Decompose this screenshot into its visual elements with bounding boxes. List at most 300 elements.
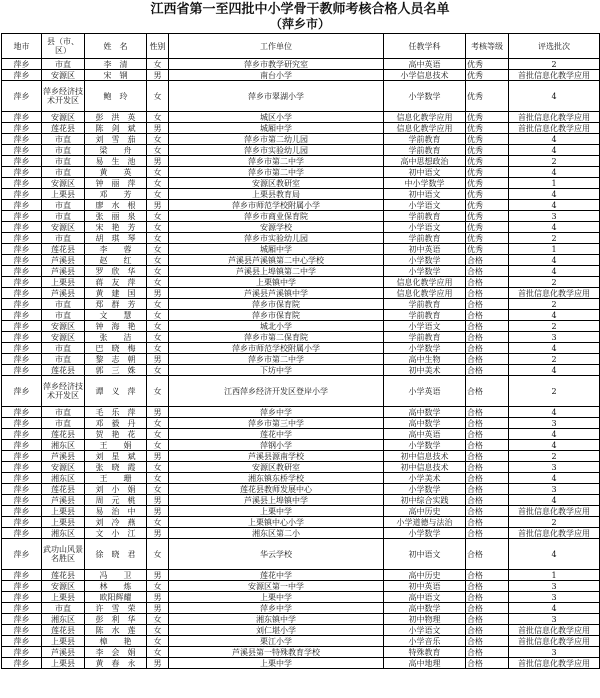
cell-grade: 合格 bbox=[466, 658, 509, 669]
table-row bbox=[2, 134, 600, 145]
cell-city: 萍乡 bbox=[2, 299, 42, 310]
cell-county: 安源区 bbox=[42, 178, 85, 189]
cell-name: 邓 芳 bbox=[85, 189, 147, 200]
cell-batch: 首批信息化教学应用 bbox=[509, 288, 600, 299]
cell-subject: 初中美术 bbox=[384, 365, 466, 376]
cell-batch: 4 bbox=[509, 429, 600, 440]
cell-name: 黄 建 国 bbox=[85, 288, 147, 299]
cell-gender: 女 bbox=[147, 222, 169, 233]
cell-county: 芦溪县 bbox=[42, 647, 85, 658]
cell-subject: 高中数学 bbox=[384, 603, 466, 614]
cell-subject: 高中生物 bbox=[384, 354, 466, 365]
table-row bbox=[2, 343, 600, 354]
cell-subject: 高中地理 bbox=[384, 658, 466, 669]
cell-workplace: 萍乡市第二中学 bbox=[169, 167, 384, 178]
cell-grade: 合格 bbox=[466, 332, 509, 343]
cell-workplace: 芦溪县芦溪镇第二中心学校 bbox=[169, 255, 384, 266]
cell-grade: 合格 bbox=[466, 636, 509, 647]
header-col-county: 县（市、区） bbox=[42, 34, 85, 59]
cell-county: 上栗县 bbox=[42, 517, 85, 528]
cell-name: 周 元 桃 bbox=[85, 495, 147, 506]
cell-workplace: 萍乡中学 bbox=[169, 603, 384, 614]
cell-batch: 4 bbox=[509, 473, 600, 484]
cell-batch: 2 bbox=[509, 451, 600, 462]
cell-grade: 合格 bbox=[466, 614, 509, 625]
cell-gender: 男 bbox=[147, 451, 169, 462]
cell-city: 萍乡 bbox=[2, 407, 42, 418]
table-row bbox=[2, 145, 600, 156]
cell-city: 萍乡 bbox=[2, 462, 42, 473]
cell-city: 萍乡 bbox=[2, 376, 42, 407]
cell-batch: 2 bbox=[509, 156, 600, 167]
cell-subject: 小学音乐 bbox=[384, 636, 466, 647]
cell-county: 市直 bbox=[42, 59, 85, 70]
document-title: 江西省第一至四批中小学骨干教师考核合格人员名单 bbox=[150, 2, 450, 17]
cell-name: 黄 春 永 bbox=[85, 658, 147, 669]
cell-batch: 4 bbox=[509, 266, 600, 277]
cell-workplace: 萍乡市第二中学 bbox=[169, 354, 384, 365]
cell-gender: 女 bbox=[147, 473, 169, 484]
cell-grade: 合格 bbox=[466, 255, 509, 266]
header-col-city: 地市 bbox=[2, 34, 42, 59]
cell-workplace: 上栗镇中学 bbox=[169, 277, 384, 288]
table-row bbox=[2, 200, 600, 211]
cell-name: 陈 剑 斌 bbox=[85, 123, 147, 134]
cell-gender: 女 bbox=[147, 614, 169, 625]
cell-subject: 初中英语 bbox=[384, 581, 466, 592]
cell-grade: 优秀 bbox=[466, 112, 509, 123]
cell-batch: 2 bbox=[509, 321, 600, 332]
cell-workplace: 芦溪县上埠镇第二中学 bbox=[169, 266, 384, 277]
cell-name: 邓 毅 丹 bbox=[85, 418, 147, 429]
cell-workplace: 萍乡中学 bbox=[169, 407, 384, 418]
cell-batch: 2 bbox=[509, 354, 600, 365]
cell-batch: 3 bbox=[509, 581, 600, 592]
cell-subject: 高中语文 bbox=[384, 592, 466, 603]
cell-subject: 学前教育 bbox=[384, 134, 466, 145]
cell-grade: 合格 bbox=[466, 407, 509, 418]
table-row bbox=[2, 266, 600, 277]
cell-county: 芦溪县 bbox=[42, 495, 85, 506]
cell-batch: 4 bbox=[509, 255, 600, 266]
cell-gender: 男 bbox=[147, 70, 169, 81]
cell-grade: 合格 bbox=[466, 321, 509, 332]
cell-county: 市直 bbox=[42, 145, 85, 156]
cell-city: 萍乡 bbox=[2, 603, 42, 614]
cell-county: 萍乡经济技术开发区 bbox=[42, 81, 85, 112]
cell-gender: 女 bbox=[147, 266, 169, 277]
cell-city: 萍乡 bbox=[2, 156, 42, 167]
cell-subject: 小学美术 bbox=[384, 473, 466, 484]
cell-subject: 信息化教学应用 bbox=[384, 112, 466, 123]
cell-name: 张 晓 霞 bbox=[85, 462, 147, 473]
cell-gender: 女 bbox=[147, 321, 169, 332]
cell-subject: 小学数学 bbox=[384, 266, 466, 277]
cell-batch: 4 bbox=[509, 603, 600, 614]
cell-city: 萍乡 bbox=[2, 473, 42, 484]
cell-grade: 合格 bbox=[466, 506, 509, 517]
cell-gender: 男 bbox=[147, 658, 169, 669]
document-subtitle: （萍乡市） bbox=[269, 17, 330, 31]
roster-table bbox=[1, 33, 600, 669]
cell-gender: 女 bbox=[147, 134, 169, 145]
cell-name: 黄 英 bbox=[85, 167, 147, 178]
table-row bbox=[2, 473, 600, 484]
cell-name: 樟 艳 bbox=[85, 636, 147, 647]
cell-city: 萍乡 bbox=[2, 343, 42, 354]
cell-workplace: 下坊中学 bbox=[169, 365, 384, 376]
cell-city: 萍乡 bbox=[2, 539, 42, 570]
cell-grade: 优秀 bbox=[466, 123, 509, 134]
cell-city: 萍乡 bbox=[2, 134, 42, 145]
cell-grade: 合格 bbox=[466, 451, 509, 462]
cell-workplace: 莲花县教师发展中心 bbox=[169, 484, 384, 495]
cell-grade: 优秀 bbox=[466, 59, 509, 70]
cell-grade: 优秀 bbox=[466, 81, 509, 112]
cell-subject: 学前教育 bbox=[384, 332, 466, 343]
cell-county: 安源区 bbox=[42, 70, 85, 81]
cell-county: 安源区 bbox=[42, 581, 85, 592]
cell-batch: 4 bbox=[509, 310, 600, 321]
cell-workplace: 芦溪县第一特殊教育学校 bbox=[169, 647, 384, 658]
cell-city: 萍乡 bbox=[2, 528, 42, 539]
cell-workplace: 湘东镇东桥学校 bbox=[169, 473, 384, 484]
cell-batch: 4 bbox=[509, 81, 600, 112]
cell-workplace: 城区小学 bbox=[169, 112, 384, 123]
cell-city: 萍乡 bbox=[2, 145, 42, 156]
cell-gender: 男 bbox=[147, 354, 169, 365]
cell-batch: 4 bbox=[509, 189, 600, 200]
cell-name: 李 会 娟 bbox=[85, 647, 147, 658]
cell-batch: 首批信息化教学应用 bbox=[509, 506, 600, 517]
cell-batch: 首批信息化教学应用 bbox=[509, 658, 600, 669]
cell-gender: 女 bbox=[147, 581, 169, 592]
table-row bbox=[2, 614, 600, 625]
cell-gender: 女 bbox=[147, 647, 169, 658]
cell-subject: 初中语文 bbox=[384, 167, 466, 178]
cell-city: 萍乡 bbox=[2, 211, 42, 222]
cell-grade: 合格 bbox=[466, 528, 509, 539]
table-row bbox=[2, 244, 600, 255]
cell-subject: 特殊教育 bbox=[384, 647, 466, 658]
cell-workplace: 南台小学 bbox=[169, 70, 384, 81]
cell-grade: 合格 bbox=[466, 539, 509, 570]
cell-batch: 2 bbox=[509, 299, 600, 310]
header-col-name: 姓 名 bbox=[85, 34, 147, 59]
cell-county: 市直 bbox=[42, 134, 85, 145]
cell-subject: 高中历史 bbox=[384, 570, 466, 581]
cell-grade: 合格 bbox=[466, 266, 509, 277]
cell-subject: 小学道德与法治 bbox=[384, 517, 466, 528]
cell-county: 萍乡经济技术开发区 bbox=[42, 376, 85, 407]
cell-batch: 首批信息化教学应用 bbox=[509, 123, 600, 134]
cell-gender: 女 bbox=[147, 636, 169, 647]
table-row bbox=[2, 70, 600, 81]
cell-grade: 合格 bbox=[466, 440, 509, 451]
cell-gender: 女 bbox=[147, 365, 169, 376]
cell-name: 彭 利 华 bbox=[85, 614, 147, 625]
cell-grade: 合格 bbox=[466, 462, 509, 473]
cell-gender: 女 bbox=[147, 539, 169, 570]
cell-city: 萍乡 bbox=[2, 332, 42, 343]
cell-workplace: 刘仁堪小学 bbox=[169, 625, 384, 636]
cell-county: 上栗县 bbox=[42, 592, 85, 603]
cell-batch: 4 bbox=[509, 539, 600, 570]
cell-city: 萍乡 bbox=[2, 123, 42, 134]
table-row bbox=[2, 625, 600, 636]
cell-batch: 1 bbox=[509, 178, 600, 189]
cell-county: 湘东区 bbox=[42, 528, 85, 539]
cell-name: 黎 志 朝 bbox=[85, 354, 147, 365]
cell-batch: 3 bbox=[509, 332, 600, 343]
cell-workplace: 萍乡市保育院 bbox=[169, 310, 384, 321]
table-row bbox=[2, 310, 600, 321]
cell-county: 武功山风景名胜区 bbox=[42, 539, 85, 570]
cell-workplace: 湘东镇中学 bbox=[169, 614, 384, 625]
cell-workplace: 安源区教研室 bbox=[169, 178, 384, 189]
cell-workplace: 萍乡市第二中学 bbox=[169, 156, 384, 167]
table-row bbox=[2, 332, 600, 343]
cell-gender: 女 bbox=[147, 81, 169, 112]
cell-gender: 女 bbox=[147, 167, 169, 178]
cell-batch: 4 bbox=[509, 200, 600, 211]
cell-county: 莲花县 bbox=[42, 570, 85, 581]
cell-gender: 男 bbox=[147, 200, 169, 211]
cell-name: 鲍 玲 bbox=[85, 81, 147, 112]
cell-city: 萍乡 bbox=[2, 625, 42, 636]
cell-county: 市直 bbox=[42, 354, 85, 365]
cell-batch: 首批信息化教学应用 bbox=[509, 112, 600, 123]
cell-grade: 合格 bbox=[466, 365, 509, 376]
cell-county: 莲花县 bbox=[42, 365, 85, 376]
table-row bbox=[2, 592, 600, 603]
cell-workplace: 萍乡市翠湖小学 bbox=[169, 81, 384, 112]
cell-grade: 优秀 bbox=[466, 200, 509, 211]
cell-subject: 小学语文 bbox=[384, 222, 466, 233]
cell-name: 蒋 友 萍 bbox=[85, 277, 147, 288]
cell-city: 萍乡 bbox=[2, 222, 42, 233]
cell-county: 市直 bbox=[42, 310, 85, 321]
cell-name: 文 慧 bbox=[85, 310, 147, 321]
cell-name: 刘 雪 茄 bbox=[85, 134, 147, 145]
cell-gender: 男 bbox=[147, 495, 169, 506]
cell-gender: 女 bbox=[147, 112, 169, 123]
cell-grade: 优秀 bbox=[466, 167, 509, 178]
cell-county: 市直 bbox=[42, 211, 85, 222]
cell-city: 萍乡 bbox=[2, 517, 42, 528]
cell-name: 赵 红 bbox=[85, 255, 147, 266]
cell-city: 萍乡 bbox=[2, 277, 42, 288]
cell-grade: 合格 bbox=[466, 277, 509, 288]
cell-gender: 女 bbox=[147, 484, 169, 495]
table-row bbox=[2, 222, 600, 233]
table-row bbox=[2, 603, 600, 614]
cell-county: 市直 bbox=[42, 233, 85, 244]
cell-city: 萍乡 bbox=[2, 167, 42, 178]
cell-name: 梁 舟 bbox=[85, 145, 147, 156]
cell-workplace: 江西萍乡经济开发区登岸小学 bbox=[169, 376, 384, 407]
cell-workplace: 城北小学 bbox=[169, 321, 384, 332]
cell-grade: 合格 bbox=[466, 429, 509, 440]
cell-batch: 首批信息化教学应用 bbox=[509, 625, 600, 636]
cell-name: 廖 水 根 bbox=[85, 200, 147, 211]
cell-subject: 小学数学 bbox=[384, 484, 466, 495]
cell-name: 贺 艳 花 bbox=[85, 429, 147, 440]
table-row bbox=[2, 451, 600, 462]
table-row bbox=[2, 506, 600, 517]
cell-workplace: 萍乡市第二幼儿园 bbox=[169, 134, 384, 145]
cell-workplace: 上栗县教育局 bbox=[169, 189, 384, 200]
table-row bbox=[2, 123, 600, 134]
cell-name: 张 丽 泉 bbox=[85, 211, 147, 222]
cell-grade: 优秀 bbox=[466, 145, 509, 156]
cell-city: 萍乡 bbox=[2, 233, 42, 244]
cell-name: 胡 琪 琴 bbox=[85, 233, 147, 244]
cell-subject: 初中语文 bbox=[384, 189, 466, 200]
cell-city: 萍乡 bbox=[2, 658, 42, 669]
table-row bbox=[2, 658, 600, 669]
cell-city: 萍乡 bbox=[2, 418, 42, 429]
cell-workplace: 城厢中学 bbox=[169, 123, 384, 134]
cell-city: 萍乡 bbox=[2, 288, 42, 299]
cell-gender: 女 bbox=[147, 418, 169, 429]
cell-grade: 合格 bbox=[466, 625, 509, 636]
cell-grade: 合格 bbox=[466, 581, 509, 592]
cell-subject: 高中数学 bbox=[384, 418, 466, 429]
table-row bbox=[2, 581, 600, 592]
cell-county: 莲花县 bbox=[42, 123, 85, 134]
table-row bbox=[2, 528, 600, 539]
table-row bbox=[2, 299, 600, 310]
cell-county: 芦溪县 bbox=[42, 288, 85, 299]
cell-subject: 初中综合实践 bbox=[384, 495, 466, 506]
cell-name: 刘 冷 燕 bbox=[85, 517, 147, 528]
cell-subject: 信息化教学应用 bbox=[384, 277, 466, 288]
cell-workplace: 栗江小学 bbox=[169, 636, 384, 647]
cell-gender: 男 bbox=[147, 407, 169, 418]
cell-gender: 男 bbox=[147, 506, 169, 517]
cell-county: 芦溪县 bbox=[42, 266, 85, 277]
cell-grade: 优秀 bbox=[466, 178, 509, 189]
cell-city: 萍乡 bbox=[2, 647, 42, 658]
cell-city: 萍乡 bbox=[2, 200, 42, 211]
cell-gender: 男 bbox=[147, 603, 169, 614]
cell-workplace: 芦溪县上埠镇中学 bbox=[169, 495, 384, 506]
cell-subject: 高中数学 bbox=[384, 407, 466, 418]
cell-gender: 女 bbox=[147, 625, 169, 636]
table-row bbox=[2, 539, 600, 570]
cell-workplace: 萍乡市保育院 bbox=[169, 299, 384, 310]
cell-gender: 女 bbox=[147, 299, 169, 310]
cell-workplace: 安源区教研室 bbox=[169, 462, 384, 473]
table-row bbox=[2, 81, 600, 112]
table-row bbox=[2, 233, 600, 244]
cell-grade: 合格 bbox=[466, 603, 509, 614]
cell-county: 安源区 bbox=[42, 321, 85, 332]
cell-subject: 高中思想政治 bbox=[384, 156, 466, 167]
cell-name: 宋 钢 bbox=[85, 70, 147, 81]
table-row bbox=[2, 354, 600, 365]
cell-gender: 女 bbox=[147, 462, 169, 473]
table-row bbox=[2, 440, 600, 451]
table-row bbox=[2, 167, 600, 178]
cell-name: 李 蓉 bbox=[85, 244, 147, 255]
cell-workplace: 莲花中学 bbox=[169, 570, 384, 581]
cell-subject: 小学数学 bbox=[384, 343, 466, 354]
cell-gender: 女 bbox=[147, 376, 169, 407]
cell-county: 上栗县 bbox=[42, 658, 85, 669]
cell-county: 上栗县 bbox=[42, 189, 85, 200]
cell-workplace: 芦溪县芦溪镇中学 bbox=[169, 288, 384, 299]
cell-city: 萍乡 bbox=[2, 506, 42, 517]
cell-subject: 小学英语 bbox=[384, 376, 466, 407]
cell-grade: 优秀 bbox=[466, 211, 509, 222]
cell-name: 徐 晓 君 bbox=[85, 539, 147, 570]
cell-subject: 小学语文 bbox=[384, 625, 466, 636]
cell-county: 市直 bbox=[42, 299, 85, 310]
cell-gender: 女 bbox=[147, 429, 169, 440]
cell-gender: 女 bbox=[147, 440, 169, 451]
cell-city: 萍乡 bbox=[2, 255, 42, 266]
cell-county: 市直 bbox=[42, 603, 85, 614]
table-header-row bbox=[2, 34, 600, 59]
cell-name: 陈 水 莲 bbox=[85, 625, 147, 636]
cell-name: 李 清 bbox=[85, 59, 147, 70]
cell-workplace: 萍乡市教学研究室 bbox=[169, 59, 384, 70]
cell-workplace: 萍乡市商业保育院 bbox=[169, 211, 384, 222]
cell-city: 萍乡 bbox=[2, 354, 42, 365]
cell-workplace: 安源区第一中学 bbox=[169, 581, 384, 592]
cell-city: 萍乡 bbox=[2, 570, 42, 581]
cell-county: 上栗县 bbox=[42, 636, 85, 647]
cell-batch: 4 bbox=[509, 222, 600, 233]
cell-subject: 高中英语 bbox=[384, 59, 466, 70]
cell-name: 张 洁 bbox=[85, 332, 147, 343]
header-col-subject: 任教学科 bbox=[384, 34, 466, 59]
cell-city: 萍乡 bbox=[2, 59, 42, 70]
cell-county: 上栗县 bbox=[42, 277, 85, 288]
header-col-workplace: 工作单位 bbox=[169, 34, 384, 59]
cell-county: 市直 bbox=[42, 343, 85, 354]
cell-gender: 女 bbox=[147, 277, 169, 288]
cell-batch: 首批信息化教学应用 bbox=[509, 636, 600, 647]
cell-city: 萍乡 bbox=[2, 310, 42, 321]
cell-batch: 2 bbox=[509, 376, 600, 407]
cell-batch: 2 bbox=[509, 277, 600, 288]
header-col-gender: 性别 bbox=[147, 34, 169, 59]
cell-grade: 优秀 bbox=[466, 244, 509, 255]
cell-subject: 学前教育 bbox=[384, 211, 466, 222]
cell-gender: 女 bbox=[147, 332, 169, 343]
cell-batch: 3 bbox=[509, 484, 600, 495]
cell-grade: 合格 bbox=[466, 288, 509, 299]
cell-batch: 4 bbox=[509, 343, 600, 354]
cell-workplace: 萍乡市实验幼儿园 bbox=[169, 145, 384, 156]
table-row bbox=[2, 189, 600, 200]
cell-gender: 男 bbox=[147, 123, 169, 134]
cell-city: 萍乡 bbox=[2, 244, 42, 255]
cell-grade: 合格 bbox=[466, 495, 509, 506]
cell-city: 萍乡 bbox=[2, 581, 42, 592]
cell-city: 萍乡 bbox=[2, 321, 42, 332]
cell-gender: 女 bbox=[147, 343, 169, 354]
cell-subject: 学前教育 bbox=[384, 299, 466, 310]
cell-name: 巴 晓 梅 bbox=[85, 343, 147, 354]
cell-city: 萍乡 bbox=[2, 440, 42, 451]
table-body bbox=[2, 59, 600, 669]
cell-batch: 4 bbox=[509, 145, 600, 156]
cell-workplace: 萍乡市实验幼儿园 bbox=[169, 233, 384, 244]
